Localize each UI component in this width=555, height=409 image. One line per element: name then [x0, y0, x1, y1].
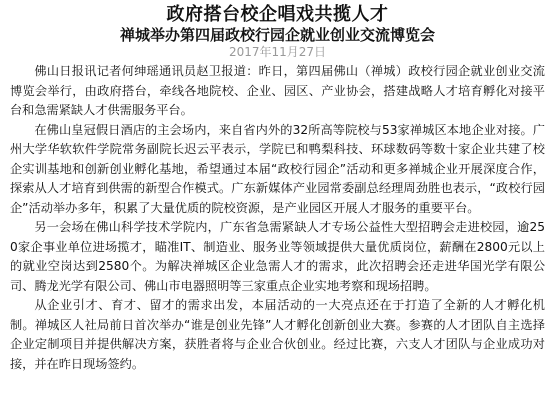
publish-date: 2017年11月27日	[228, 45, 327, 59]
article-paragraph: 从企业引才、育才、留才的需求出发，本届活动的一大亮点还在于打造了全新的人才孵化机制。禅城区人社局前日首次举办“谁是创业先锋”人才孵化创新创业大赛。参赛的人才团队自主选择企业定制项目并提供解决方案，获胜者将与企业合伙创业。经过比赛，六支人才团队与企业成功对接，并在昨日现场签约。	[10, 298, 545, 371]
article-paragraph: 佛山日报讯记者何绅瑶通讯员赵卫报道：昨日，第四届佛山（禅城）政校行园企就业创业交流博览会举行，由政府搭台，牵线各地院校、企业、园区、产业协会，搭建战略人才培育孵化对接平台和急需紧缺人才供需服务平台。	[10, 64, 545, 117]
article-title: 政府搭台校企唱戏共揽人才	[166, 4, 389, 25]
article-body	[10, 62, 545, 374]
article-subtitle: 禅城举办第四届政校行园企就业创业交流博览会	[119, 26, 435, 44]
article-paragraph: 另一会场在佛山科学技术学院内，广东省急需紧缺人才专场公益性大型招聘会走进校园，逾250家企事业单位进场揽才，瞄准IT、制造业、服务业等领域提供大量优质岗位，薪酬在2800元以上的就业空岗达到2580个。为解决禅城区企业急需人才的需求，此次招聘会还走进华国光学有限公司、腾龙光学有限公司、佛山市电器照明等三家重点企业实地考察和现场招聘。	[10, 220, 545, 293]
article-paragraph: 在佛山皇冠假日酒店的主会场内，来自省内外的32所高等院校与53家禅城区本地企业对接。广州大学华软软件学院常务副院长迟云平表示，学院已和鸭梨科技、环球数码等数十家企业共建了校企实训基地和创新创业孵化基地，希望通过本届“政校行园企”活动和更多禅城企业开展深度合作，探索从人才培育到供需的新型合作模式。广东新媒体产业园常委副总经理周劲胜也表示，“政校行园企”活动举办多年，积累了大量优质的院校资源，是产业园区开展人才服务的重要平台。	[10, 122, 545, 215]
